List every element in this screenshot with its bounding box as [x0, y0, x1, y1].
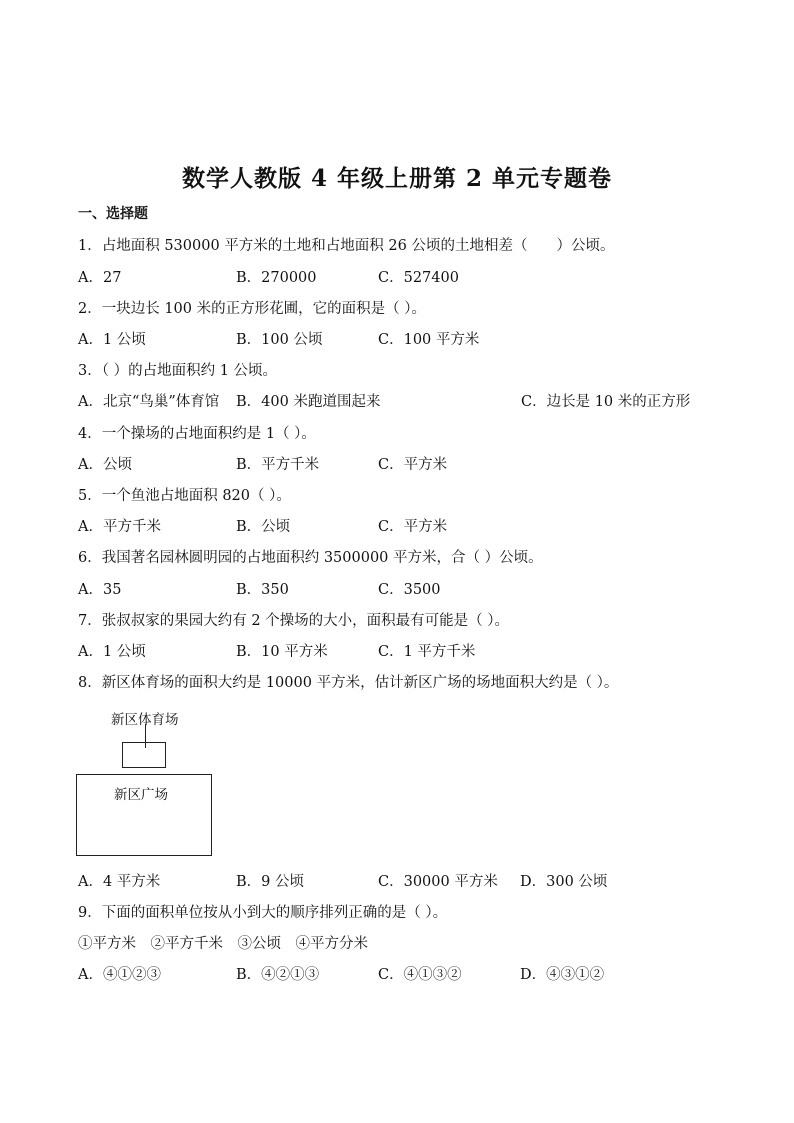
option-d: D．300 公顷: [520, 874, 608, 890]
question-2: 2．一块边长 100 米的正方形花圃，它的面积是（ ）。: [78, 301, 426, 317]
question-5: 5．一个鱼池占地面积 820（ ）。: [78, 488, 291, 504]
option-c: C．平方米: [378, 457, 448, 473]
option-b: B．270000: [236, 270, 317, 286]
option-b: B．平方千米: [236, 457, 320, 473]
option-c: C．100 平方米: [378, 332, 480, 348]
page-title: 数学人教版 4 年级上册第 2 单元专题卷: [181, 165, 613, 192]
option-c: C．边长是 10 米的正方形: [521, 394, 691, 410]
square-label: 新区广场: [114, 787, 168, 803]
option-b: B．400 米跑道围起来: [236, 394, 381, 410]
option-c: C．④①③②: [378, 967, 462, 983]
question-6: 6．我国著名园林圆明园的占地面积约 3500000 平方米，合（ ）公顷。: [78, 550, 543, 566]
option-a: A．1 公顷: [78, 332, 146, 348]
option-a: A．1 公顷: [78, 644, 146, 660]
question-9: 9．下面的面积单位按从小到大的顺序排列正确的是（ ）。: [78, 905, 448, 921]
option-b: B．100 公顷: [236, 332, 323, 348]
question-1-options: [78, 266, 778, 286]
question-3-options: [78, 390, 778, 410]
question-4-options: [78, 453, 778, 473]
option-b: B．10 平方米: [236, 644, 328, 660]
question-4: 4．一个操场的占地面积约是 1（ ）。: [78, 426, 316, 442]
option-b: B．9 公顷: [236, 874, 304, 890]
option-c: C．平方米: [378, 519, 448, 535]
question-9-units: ①平方米 ②平方千米 ③公顷 ④平方分米: [78, 936, 368, 952]
stadium-rectangle: [122, 742, 166, 768]
option-a: A．27: [78, 270, 122, 286]
option-c: C．527400: [378, 270, 459, 286]
option-c: C．3500: [378, 582, 441, 598]
question-1: 1．占地面积 530000 平方米的土地和占地面积 26 公顷的土地相差（ ）公顷。: [78, 238, 615, 254]
option-b: B．④②①③: [236, 967, 320, 983]
square-rectangle: [76, 774, 212, 856]
option-a: A．④①②③: [78, 967, 161, 983]
question-5-options: [78, 515, 778, 535]
option-b: B．350: [236, 582, 289, 598]
option-c: C．1 平方千米: [378, 644, 476, 660]
question-8: 8．新区体育场的面积大约是 10000 平方米，估计新区广场的场地面积大约是（ ）。: [78, 675, 619, 691]
question-8-options: [78, 870, 778, 890]
question-7: 7．张叔叔家的果园大约有 2 个操场的大小，面积最有可能是（ ）。: [78, 613, 510, 629]
option-a: A．35: [78, 582, 122, 598]
option-a: A．公顷: [78, 457, 132, 473]
option-a: A．北京“鸟巢”体育馆: [78, 394, 220, 410]
question-9-options: [78, 963, 778, 983]
question-3: 3．（ ）的占地面积约 1 公顷。: [78, 363, 278, 379]
question-6-options: [78, 578, 778, 598]
option-a: A．4 平方米: [78, 874, 161, 890]
option-d: D．④③①②: [520, 967, 605, 983]
question-7-options: [78, 640, 778, 660]
option-a: A．平方千米: [78, 519, 161, 535]
stadium-square-diagram: [76, 704, 226, 864]
option-c: C．30000 平方米: [378, 874, 498, 890]
stadium-label: 新区体育场: [111, 712, 179, 728]
option-b: B．公顷: [236, 519, 291, 535]
question-2-options: [78, 328, 778, 348]
section-title: 一、选择题: [78, 206, 148, 222]
